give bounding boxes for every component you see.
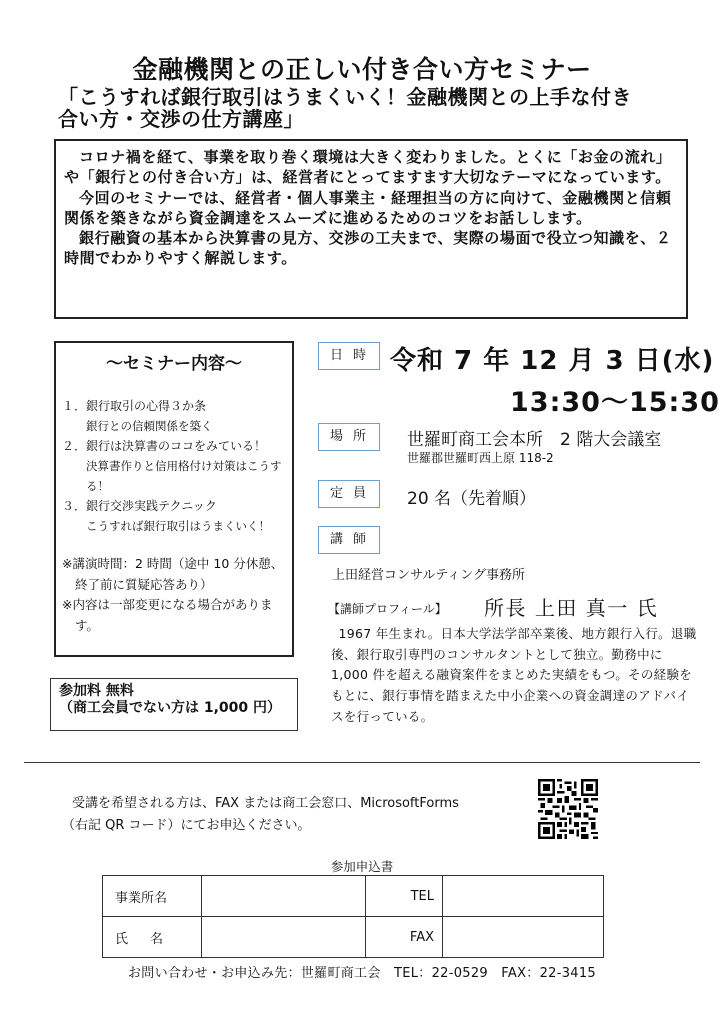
seminar-item-title: １．銀行取引の心得３か条 bbox=[62, 399, 207, 413]
application-form-table bbox=[102, 875, 604, 958]
seminar-item-title: ３．銀行交渉実践テクニック bbox=[62, 499, 217, 513]
venue-label: 場所 bbox=[318, 423, 380, 451]
seminar-content-title: ～セミナー内容～ bbox=[106, 354, 242, 374]
fax-label: FAX bbox=[366, 917, 443, 958]
seminar-item bbox=[62, 436, 286, 496]
lecturer-name: 所長 上田 真一 氏 bbox=[484, 596, 659, 620]
venue-address: 世羅郡世羅町西上原 118-2 bbox=[407, 451, 554, 465]
name-input[interactable] bbox=[202, 917, 365, 957]
qr-code-icon[interactable] bbox=[538, 779, 598, 839]
lecturer-office: 上田経営コンサルティング事務所 bbox=[332, 568, 526, 583]
fee-note: （商工会員でない方は 1,000 円） bbox=[59, 700, 282, 716]
seminar-item bbox=[62, 496, 286, 536]
seminar-item-sub: 銀行との信頼関係を築く bbox=[86, 419, 213, 433]
profile-label: 【講師プロフィール】 bbox=[328, 602, 447, 616]
intro-box bbox=[54, 139, 688, 319]
intro-paragraph: 銀行融資の基本から決算書の見方、交渉の工夫まで、実際の場面で役立つ知識を、２時間でわかりやすく解説します。 bbox=[64, 229, 672, 268]
name-label: 氏名 bbox=[103, 917, 202, 958]
contact-footer: お問い合わせ・お申込み先：世羅町商工会 TEL：22-0529 FAX：22-3415 bbox=[127, 966, 596, 981]
business-name-input[interactable] bbox=[202, 876, 365, 916]
section-divider bbox=[24, 762, 700, 763]
business-name-field[interactable] bbox=[202, 876, 366, 917]
tel-input[interactable] bbox=[443, 876, 603, 916]
fee-line: 参加料 無料 bbox=[59, 683, 134, 699]
page-title: 金融機関との正しい付き合い方セミナー bbox=[132, 55, 592, 84]
application-line: 受講を希望される方は、FAX または商工会窓口、MicrosoftForms bbox=[72, 796, 459, 811]
seminar-note: ※内容は一部変更になる場合があります。 bbox=[62, 597, 273, 633]
application-line: （右記 QR コード）にてお申込ください。 bbox=[62, 818, 311, 833]
business-name-label: 事業所名 bbox=[103, 876, 202, 917]
seminar-item-sub: 決算書作りと信用格付け対策はこうする！ bbox=[86, 459, 282, 493]
seminar-notes bbox=[62, 554, 286, 636]
seminar-item-title: ２．銀行は決算書のココをみている！ bbox=[62, 439, 267, 453]
subtitle-line-2: 合い方・交渉の仕方講座」 bbox=[58, 107, 304, 131]
capacity-value: 20 名（先着順） bbox=[407, 489, 537, 509]
lecturer-label: 講師 bbox=[318, 526, 380, 554]
capacity-label: 定員 bbox=[318, 480, 380, 508]
event-time: 13:30～15:30 bbox=[510, 387, 720, 418]
venue-name: 世羅町商工会本所 2 階大会議室 bbox=[407, 430, 662, 450]
fax-field[interactable] bbox=[443, 917, 604, 958]
seminar-item bbox=[62, 396, 286, 436]
profile-paragraph: 1967 年生まれ。日本大学法学部卒業後、地方銀行入行。退職後、銀行取引専門のコンサルタントとして独立。勤務中に 1,000 件を超える融資案件をまとめた実績をもつ。その経験をもとに、銀行事情を踏まえた中小企業への資金調達のアドバイスを行っている。 bbox=[331, 626, 697, 724]
fee-box bbox=[50, 678, 298, 731]
date-label: 日時 bbox=[318, 342, 380, 370]
fax-input[interactable] bbox=[443, 917, 603, 957]
name-field[interactable] bbox=[202, 917, 366, 958]
event-date: 令和 7 年 12 月 3 日(水) bbox=[390, 346, 715, 376]
tel-label: TEL bbox=[366, 876, 443, 917]
subtitle-line-1: 「こうすれば銀行取引はうまくいく！金融機関との上手な付き bbox=[58, 85, 632, 109]
tel-field[interactable] bbox=[443, 876, 604, 917]
page-subtitle bbox=[58, 86, 698, 130]
intro-paragraph: 今回のセミナーでは、経営者・個人事業主・経理担当の方に向けて、金融機関と信頼関係を築きながら資金調達をスムーズに進めるためのコツをお話しします。 bbox=[64, 188, 672, 227]
intro-paragraph: コロナ禍を経て、事業を取り巻く環境は大きく変わりました。とくに「お金の流れ」や「銀行との付き合い方」は、経営者にとってますます大切なテーマになっています。 bbox=[64, 148, 672, 187]
table-row bbox=[103, 917, 604, 958]
table-row bbox=[103, 876, 604, 917]
seminar-content-box bbox=[54, 341, 294, 657]
seminar-item-sub: こうすれば銀行取引はうまくいく！ bbox=[86, 519, 270, 533]
seminar-note: ※講演時間：2 時間（途中 10 分休憩、終了前に質疑応答あり） bbox=[62, 556, 284, 592]
form-title: 参加申込書 bbox=[330, 859, 394, 874]
application-instructions bbox=[62, 793, 459, 837]
lecturer-profile bbox=[331, 624, 697, 728]
